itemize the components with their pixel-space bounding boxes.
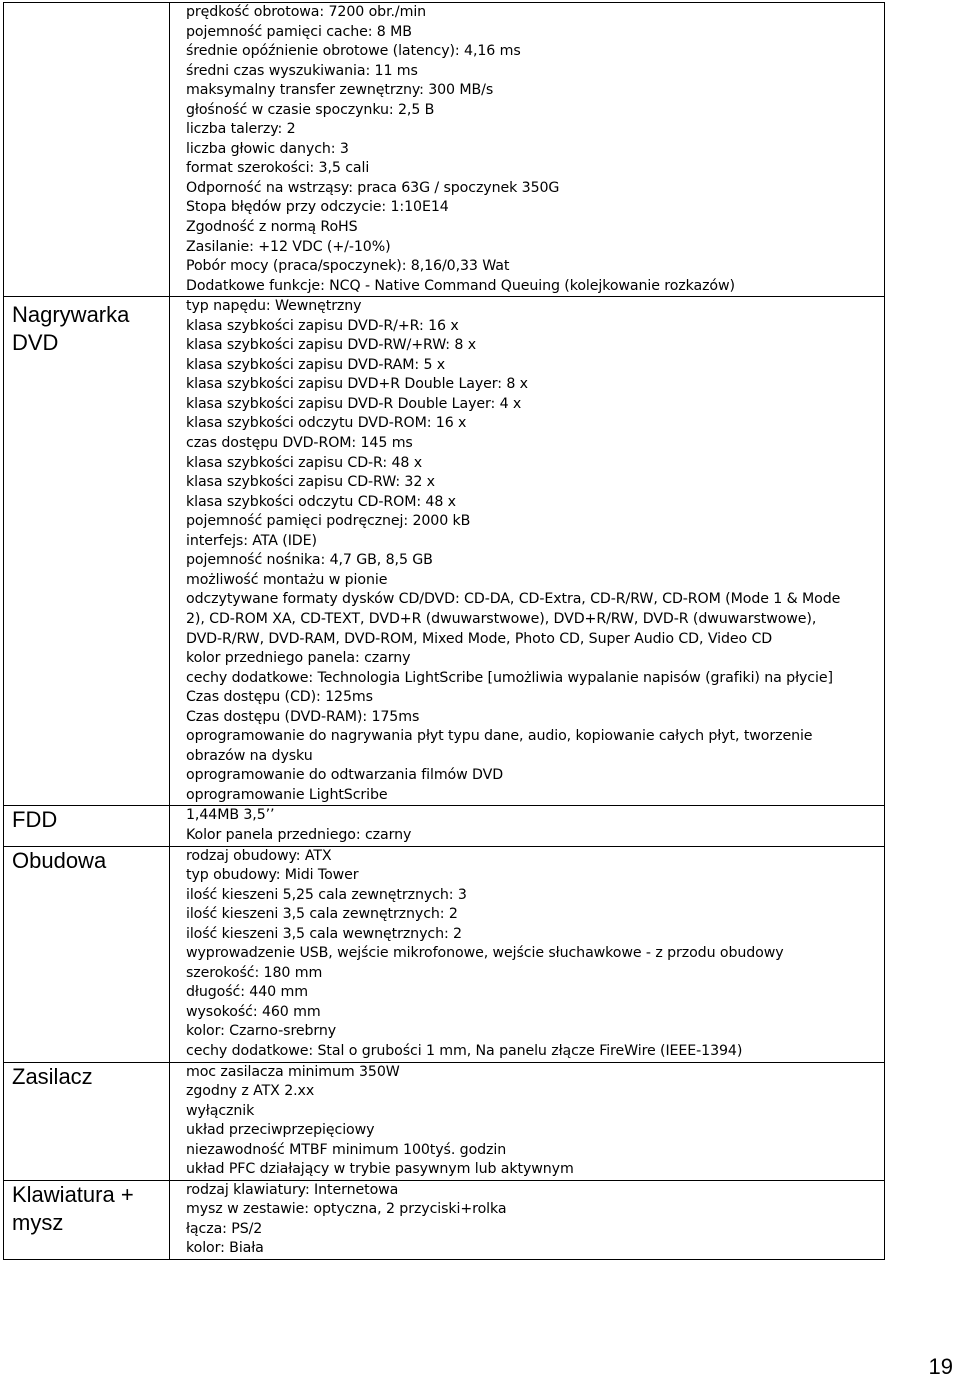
category-label-dvd: Nagrywarka DVD bbox=[12, 302, 130, 356]
spec-line: kolor: Biała bbox=[186, 1240, 264, 1257]
spec-line: 1,44MB 3,5’’ bbox=[186, 807, 275, 824]
spec-line: Pobór mocy (praca/spoczynek): 8,16/0,33 Wat bbox=[186, 258, 510, 275]
spec-line: łącza: PS/2 bbox=[186, 1220, 263, 1237]
spec-row-psu bbox=[4, 1062, 885, 1180]
spec-line: średnie opóźnienie obrotowe (latency): 4,16 ms bbox=[186, 43, 521, 60]
spec-line: typ obudowy: Midi Tower bbox=[186, 867, 359, 884]
spec-line: pojemność pamięci podręcznej: 2000 kB bbox=[186, 513, 471, 530]
spec-line: cechy dodatkowe: Stal o grubości 1 mm, Na panelu złącze FireWire (IEEE-1394) bbox=[186, 1042, 743, 1059]
values-cell-hdd bbox=[170, 3, 885, 297]
spec-line: maksymalny transfer zewnętrzny: 300 MB/s bbox=[186, 82, 494, 99]
spec-line: Dodatkowe funkcje: NCQ - Native Command Queuing (kolejkowanie rozkazów) bbox=[186, 277, 735, 294]
spec-table-body bbox=[4, 3, 885, 1260]
spec-line: klasa szybkości zapisu DVD+R Double Layer: 8 x bbox=[186, 376, 528, 393]
spec-line: niezawodność MTBF minimum 100tyś. godzin bbox=[186, 1141, 507, 1158]
spec-line: ilość kieszeni 5,25 cala zewnętrznych: 3 bbox=[186, 886, 467, 903]
spec-line: wysokość: 460 mm bbox=[186, 1003, 321, 1020]
spec-line: długość: 440 mm bbox=[186, 984, 308, 1001]
spec-line: ilość kieszeni 3,5 cala zewnętrznych: 2 bbox=[186, 906, 458, 923]
spec-line: ilość kieszeni 3,5 cala wewnętrznych: 2 bbox=[186, 925, 462, 942]
spec-line: wyprowadzenie USB, wejście mikrofonowe, wejście słuchawkowe - z przodu obudowy bbox=[186, 945, 784, 962]
spec-line: Zgodność z normą RoHS bbox=[186, 219, 358, 236]
spec-line: Zasilanie: +12 VDC (+/-10%) bbox=[186, 238, 391, 255]
spec-line: średni czas wyszukiwania: 11 ms bbox=[186, 62, 418, 79]
spec-line: oprogramowanie LightScribe bbox=[186, 786, 388, 803]
page-number: 19 bbox=[928, 1354, 953, 1379]
spec-line: układ PFC działający w trybie pasywnym lub aktywnym bbox=[186, 1161, 574, 1178]
spec-line: Kolor panela przedniego: czarny bbox=[186, 826, 412, 843]
spec-row-hdd bbox=[4, 3, 885, 297]
values-cell-psu bbox=[170, 1062, 885, 1180]
spec-line: rodzaj klawiatury: Internetowa bbox=[186, 1181, 399, 1198]
spec-line: format szerokości: 3,5 cali bbox=[186, 160, 370, 177]
spec-line: kolor: Czarno-srebrny bbox=[186, 1023, 337, 1040]
spec-line: mysz w zestawie: optyczna, 2 przyciski+rolka bbox=[186, 1201, 507, 1218]
spec-line: klasa szybkości odczytu DVD-ROM: 16 x bbox=[186, 415, 467, 432]
category-cell-hdd bbox=[4, 3, 170, 297]
spec-line: liczba głowic danych: 3 bbox=[186, 140, 349, 157]
category-cell-psu: Zasilacz bbox=[4, 1062, 170, 1180]
spec-line: klasa szybkości odczytu CD-ROM: 48 x bbox=[186, 493, 456, 510]
spec-row-fdd bbox=[4, 806, 885, 846]
values-cell-dvd bbox=[170, 297, 885, 806]
spec-line: obrazów na dysku bbox=[186, 747, 313, 764]
spec-line: klasa szybkości zapisu DVD-R/+R: 16 x bbox=[186, 317, 459, 334]
spec-line: pojemność pamięci cache: 8 MB bbox=[186, 23, 412, 40]
spec-line: DVD-R/RW, DVD-RAM, DVD-ROM, Mixed Mode, Photo CD, Super Audio CD, Video CD bbox=[186, 630, 773, 647]
values-cell-case bbox=[170, 846, 885, 1062]
spec-line: głośność w czasie spoczynku: 2,5 B bbox=[186, 101, 435, 118]
values-cell-fdd bbox=[170, 806, 885, 846]
spec-line: interfejs: ATA (IDE) bbox=[186, 532, 317, 549]
spec-line: Czas dostępu (DVD-RAM): 175ms bbox=[186, 708, 420, 725]
spec-line: rodzaj obudowy: ATX bbox=[186, 847, 332, 864]
category-cell-keyboard-mouse: Klawiatura + mysz bbox=[4, 1180, 170, 1259]
spec-line: odczytywane formaty dysków CD/DVD: CD-DA, CD-Extra, CD-R/RW, CD-ROM (Mode 1 & Mode bbox=[186, 591, 841, 608]
spec-row-case bbox=[4, 846, 885, 1062]
spec-line: czas dostępu DVD-ROM: 145 ms bbox=[186, 435, 413, 452]
spec-line: oprogramowanie do odtwarzania filmów DVD bbox=[186, 767, 504, 784]
spec-line: moc zasilacza minimum 350W bbox=[186, 1063, 400, 1080]
spec-line: klasa szybkości zapisu DVD-RW/+RW: 8 x bbox=[186, 337, 477, 354]
category-cell-case: Obudowa bbox=[4, 846, 170, 1062]
spec-line: możliwość montażu w pionie bbox=[186, 571, 388, 588]
spec-line: prędkość obrotowa: 7200 obr./min bbox=[186, 4, 427, 20]
spec-line: układ przeciwprzepięciowy bbox=[186, 1122, 375, 1139]
spec-line: Czas dostępu (CD): 125ms bbox=[186, 689, 373, 706]
values-cell-keyboard-mouse bbox=[170, 1180, 885, 1259]
spec-line: zgodny z ATX 2.xx bbox=[186, 1083, 315, 1100]
spec-line: Stopa błędów przy odczycie: 1:10E14 bbox=[186, 199, 449, 216]
spec-line: wyłącznik bbox=[186, 1102, 255, 1119]
spec-line: klasa szybkości zapisu CD-RW: 32 x bbox=[186, 474, 435, 491]
category-cell-fdd: FDD bbox=[4, 806, 170, 846]
category-cell-dvd bbox=[4, 297, 170, 806]
spec-line: pojemność nośnika: 4,7 GB, 8,5 GB bbox=[186, 552, 433, 569]
spec-line: klasa szybkości zapisu CD-R: 48 x bbox=[186, 454, 423, 471]
spec-row-dvd bbox=[4, 297, 885, 806]
spec-line: klasa szybkości zapisu DVD-R Double Layer: 4 x bbox=[186, 395, 522, 412]
spec-line: liczba talerzy: 2 bbox=[186, 121, 296, 138]
spec-line: cechy dodatkowe: Technologia LightScribe [umożliwia wypalanie napisów (grafiki) na płycie] bbox=[186, 669, 833, 686]
spec-line: 2), CD-ROM XA, CD-TEXT, DVD+R (dwuwarstwowe), DVD+R/RW, DVD-R (dwuwarstwowe), bbox=[186, 610, 817, 627]
spec-line: szerokość: 180 mm bbox=[186, 964, 323, 981]
spec-line: typ napędu: Wewnętrzny bbox=[186, 298, 362, 315]
spec-line: Odporność na wstrząsy: praca 63G / spoczynek 350G bbox=[186, 179, 560, 196]
spec-table bbox=[3, 2, 885, 1260]
spec-line: oprogramowanie do nagrywania płyt typu dane, audio, kopiowanie całych płyt, tworzenie bbox=[186, 728, 813, 745]
spec-row-keyboard-mouse bbox=[4, 1180, 885, 1259]
spec-line: klasa szybkości zapisu DVD-RAM: 5 x bbox=[186, 356, 446, 373]
spec-line: kolor przedniego panela: czarny bbox=[186, 650, 411, 667]
